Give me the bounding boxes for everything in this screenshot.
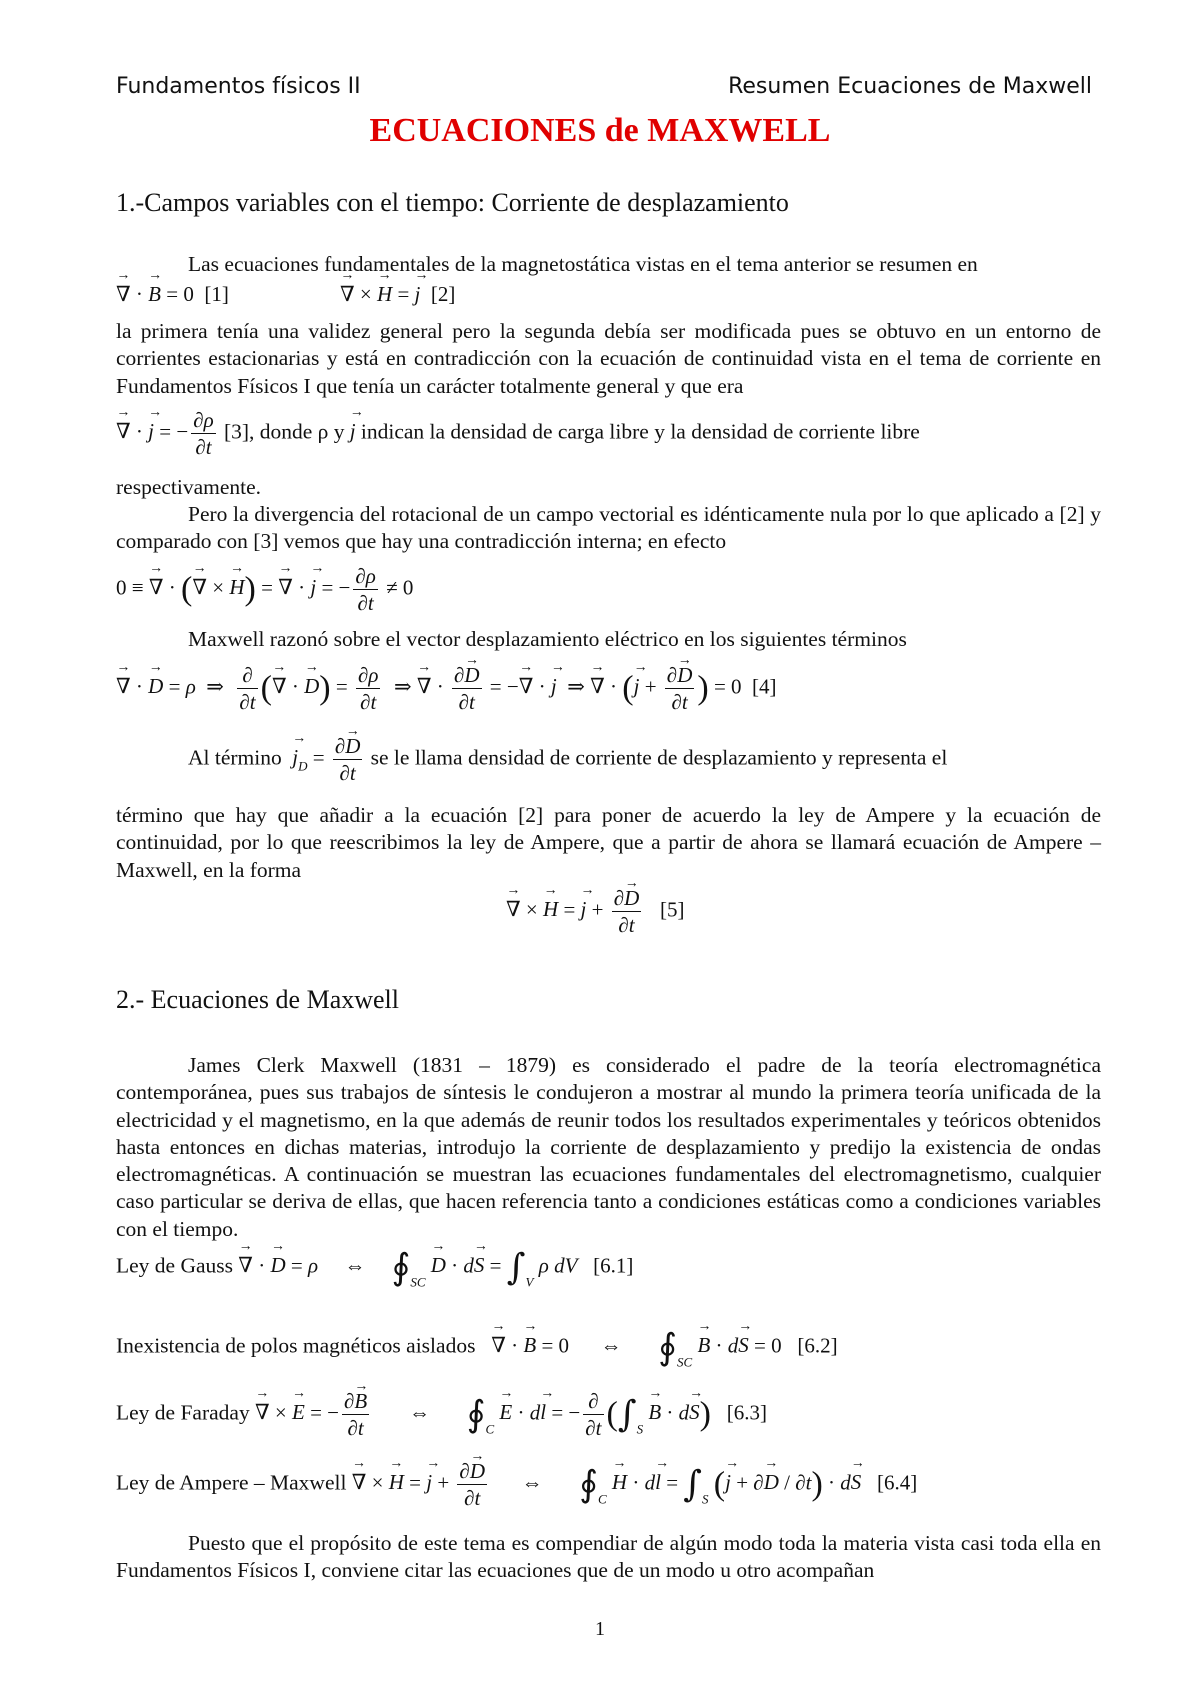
equation-6-3-label: [6.3] — [726, 1400, 767, 1425]
equation-5: → ∇ × → H = → j + $\frac{\partial\to D}{\partial t}$ [5] — [506, 885, 685, 938]
equation-6-3: Ley de Faraday → ∇ × → E = − $\frac{\partial\to B}{\partial t}$ ⇔ $∮_C \to E \cdot d\to l$ = − $\frac{\partial}{\partial t}$ $(\int_S \to B \cdot d\to S)$ [6.3] — [116, 1388, 767, 1441]
equation-1-label: [1] — [204, 282, 229, 306]
section-1-paragraph-2: la primera tenía una validez general pero la segunda debía ser modificada pues se obtuvo en un entorno de corrientes estacionarias y está en contradicción con la ecuación de continuidad vista en el tema de corriente en Fundamentos Físicos I que tenía un carácter totalmente general y que era — [116, 319, 1101, 398]
header-right: Resumen Ecuaciones de Maxwell — [728, 74, 1092, 99]
section-1-heading: 1.-Campos variables con el tiempo: Corriente de desplazamiento — [116, 188, 789, 217]
header-left: Fundamentos físicos II — [116, 74, 361, 99]
equation-2: → ∇ × → H = → j [2] — [340, 282, 455, 307]
equation-4-label: [4] — [752, 674, 777, 699]
section-1-paragraph-7: término que hay que añadir a la ecuación [2] para poner de acuerdo la ley de Ampere y la ecuación de continuidad, por lo que reescribimos la ley de Ampere, que a partir de ahora se llamará ecuación de Ampere – Maxwell, en la forma — [116, 803, 1101, 882]
law-faraday-label: Ley de Faraday — [116, 1400, 250, 1425]
displacement-current-line: Al término → $j_D$ = $\frac{\partial\to D}{\partial t}$ se le llama densidad de corriente de desplazamiento y representa el — [188, 733, 947, 786]
equation-6-2: Inexistencia de polos magnéticos aislados → ∇ · → B = 0 ⇔ $∮_{SC} \to B \cdot d\to S = 0$ [6.2] — [116, 1327, 838, 1370]
displacement-term-label: Al término — [188, 745, 282, 770]
equation-3-tail-a: [3], donde ρ y — [223, 419, 345, 444]
law-magnetic-poles-label: Inexistencia de polos magnéticos aislados — [116, 1333, 476, 1358]
equation-6-4-label: [6.4] — [877, 1470, 918, 1495]
equation-1: → ∇ · → B = 0 [1] — [116, 282, 229, 307]
equation-4: → ∇ · → D = ρ ⇒ $\frac{\partial}{\partial t}$ (→ ∇ · → D) = $\frac{\partial\rho}{\partial t}$ ⇒ → ∇ · $\frac{\partial\to D}{\partial t}$ = −→ ∇ · → j ⇒ → ∇ · (→ j + $\frac{\partial\to D}{\partial t}$ ) = 0 [4] — [116, 662, 777, 715]
law-gauss-label: Ley de Gauss — [116, 1253, 234, 1278]
equation-6-1: Ley de Gauss → ∇ · → D = ρ ⇔ $∮_{SC} \to D \cdot d\to S = \int_V$ ρ dV [6.1] — [116, 1247, 633, 1290]
equation-6-4: Ley de Ampere – Maxwell → ∇ × → H = → j + $\frac{\partial\to D}{\partial t}$ ⇔ $∮_C \to H \cdot d\to l = \int_S$ (→ j + ∂→ D / ∂t) · d→ S [6.4] — [116, 1458, 917, 1511]
equation-6-2-label: [6.2] — [797, 1333, 838, 1358]
displacement-term-description: se le llama densidad de corriente de desplazamiento y representa el — [370, 745, 948, 770]
section-1-paragraph-5: Maxwell razonó sobre el vector desplazamiento eléctrico en los siguientes términos — [188, 627, 907, 651]
equation-3: → ∇ · → j = − $\frac{\partial\rho}{\partial t}$ [3], donde ρ y → j indican la densidad de carga libre y la densidad de corriente libre — [116, 407, 920, 460]
section-2-paragraph-1: James Clerk Maxwell (1831 – 1879) es considerado el padre de la teoría electromagnética contemporánea, pues sus trabajos de síntesis le condujeron a mostrar al mundo la primera teoría unificada de la electricidad y el magnetismo, en la que además de reunir todos los resultados experimentales y teóricos obtenidos hasta entonces en dichas materias, introdujo la corriente de desplazamiento y predijo la existencia de ondas electromagnéticas. A continuación se muestran las ecuaciones fundamentales del electromagnetismo, cualquier caso particular se deriva de ellas, que hacen referencia tanto a condiciones estáticas como a condiciones variables con el tiempo. — [116, 1053, 1101, 1241]
section-1-paragraph-4: Pero la divergencia del rotacional de un campo vectorial es idénticamente nula por lo que aplicado a [2] y comparado con [3] vemos que hay una contradicción interna; en efecto — [116, 502, 1101, 554]
law-ampere-maxwell-label: Ley de Ampere – Maxwell — [116, 1470, 347, 1495]
equation-2-label: [2] — [430, 282, 456, 306]
section-1-paragraph-3: respectivamente. — [116, 475, 262, 499]
equation-3-tail-b: indican la densidad de carga libre y la densidad de corriente libre — [360, 419, 920, 444]
equation-6-1-label: [6.1] — [593, 1253, 634, 1278]
section-1-paragraph-1: Las ecuaciones fundamentales de la magnetostática vistas en el tema anterior se resumen en — [188, 252, 978, 276]
section-2-heading: 2.- Ecuaciones de Maxwell — [116, 985, 400, 1014]
page-number: 1 — [595, 1618, 605, 1640]
equation-contradiction: 0 ≡ → ∇ · (→ ∇ × → H) = → ∇ · → j = − $\frac{\partial\rho}{\partial t}$ ≠ 0 — [116, 563, 413, 616]
section-2-paragraph-2: Puesto que el propósito de este tema es compendiar de algún modo toda la materia vista casi toda ella en Fundamentos Físicos I, conviene citar las ecuaciones que de un modo u otro acompañan — [116, 1531, 1101, 1583]
equation-5-label: [5] — [660, 897, 685, 922]
document-title: ECUACIONES de MAXWELL — [369, 112, 831, 149]
